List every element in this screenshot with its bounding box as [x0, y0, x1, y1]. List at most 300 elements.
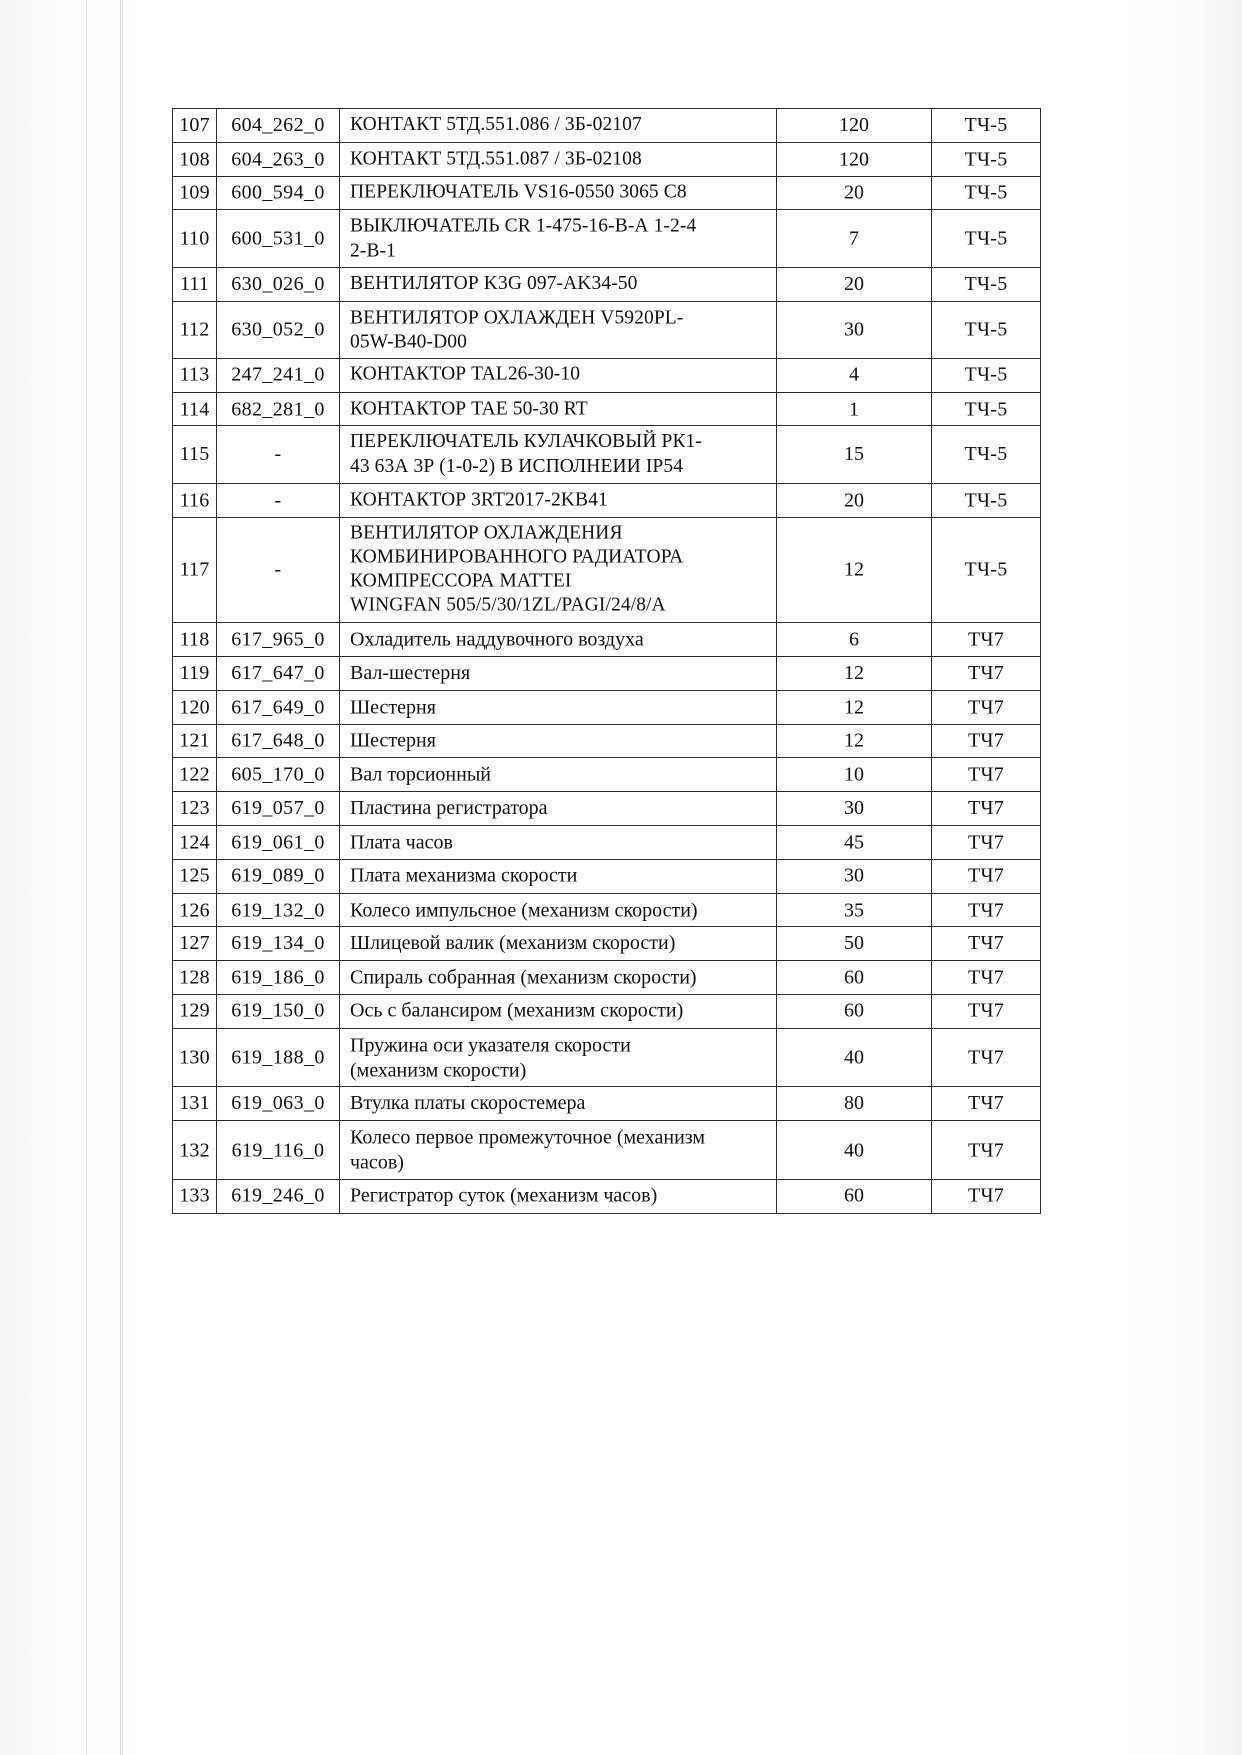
part-code-cell: [217, 301, 340, 358]
depot-cell-text: ТЧ7: [967, 864, 1005, 887]
part-name-line: 2-В-1: [350, 240, 396, 262]
part-name-line: Спираль собранная (механизм скорости): [350, 966, 697, 989]
depot-cell-text: ТЧ-5: [964, 181, 1008, 204]
part-code-cell: [217, 1028, 340, 1087]
table-row: [173, 109, 1041, 143]
depot-cell-text: ТЧ7: [967, 797, 1005, 820]
quantity-cell-text: 30: [844, 864, 864, 887]
depot-cell: [932, 301, 1041, 358]
part-code-cell: [217, 724, 340, 758]
part-name-line: Шестерня: [350, 729, 436, 752]
table-row: [173, 758, 1041, 792]
depot-cell-text: ТЧ-5: [964, 148, 1008, 171]
quantity-cell: [777, 210, 932, 267]
table-row: [173, 267, 1041, 301]
quantity-cell-text: 40: [844, 1046, 864, 1069]
quantity-cell: [777, 1179, 932, 1213]
part-name-cell: [340, 792, 777, 826]
depot-cell: [932, 758, 1041, 792]
part-code-cell: [217, 1087, 340, 1121]
part-name-line: Втулка платы скоростемера: [350, 1092, 586, 1115]
row-index-cell-text: 110: [179, 227, 210, 250]
part-name-line: часов): [350, 1151, 404, 1174]
part-code-cell: [217, 657, 340, 691]
part-name-text: [340, 485, 776, 517]
part-name-cell: [340, 995, 777, 1029]
row-index-cell: [173, 109, 217, 143]
depot-cell-text: ТЧ7: [967, 999, 1005, 1022]
row-index-cell-text: 120: [179, 696, 210, 719]
row-index-cell-text: 108: [179, 148, 210, 171]
quantity-cell: [777, 690, 932, 724]
part-name-line: Колесо импульсное (механизм скорости): [350, 899, 698, 922]
table-row: [173, 826, 1041, 860]
table-row: [173, 483, 1041, 517]
part-name-text: [340, 359, 776, 391]
depot-cell-text: ТЧ-5: [964, 558, 1008, 581]
part-name-line: КОМПРЕССОРА MATTEI: [350, 570, 572, 592]
depot-cell-text: ТЧ7: [967, 763, 1005, 786]
part-name-line: Вал-шестерня: [350, 662, 471, 685]
row-index-cell-text: 128: [179, 966, 210, 989]
quantity-cell: [777, 1087, 932, 1121]
part-code-cell: [217, 961, 340, 995]
depot-cell-text: ТЧ-5: [964, 318, 1008, 341]
part-code-cell-text: 619_061_0: [231, 831, 325, 854]
parts-table-body: [173, 109, 1041, 1214]
row-index-cell-text: 122: [179, 763, 210, 786]
depot-cell-text: ТЧ7: [967, 696, 1005, 719]
part-name-cell: [340, 927, 777, 961]
depot-cell-text: ТЧ7: [967, 1184, 1005, 1207]
row-index-cell-text: 119: [179, 662, 210, 685]
part-name-cell: [340, 657, 777, 691]
row-index-cell-text: 112: [179, 318, 210, 341]
part-name-cell: [340, 893, 777, 927]
part-name-line: WINGFAN 505/5/30/1ZL/PAGI/24/8/A: [350, 594, 666, 616]
row-index-cell-text: 118: [179, 628, 210, 651]
depot-cell-text: ТЧ7: [967, 1092, 1005, 1115]
quantity-cell-text: 1: [849, 398, 859, 421]
part-code-cell: [217, 358, 340, 392]
part-name-cell: [340, 358, 777, 392]
part-name-text: [340, 211, 776, 267]
part-code-cell: [217, 109, 340, 143]
quantity-cell-text: 60: [844, 999, 864, 1022]
part-name-line: ВЕНТИЛЯТОР ОХЛАЖДЕН V5920PL-: [350, 307, 684, 329]
part-code-cell: [217, 1121, 340, 1180]
depot-cell: [932, 517, 1041, 623]
quantity-cell-text: 15: [844, 443, 864, 466]
quantity-cell-text: 60: [844, 1184, 864, 1207]
row-index-cell: [173, 690, 217, 724]
part-code-cell: [217, 859, 340, 893]
row-index-cell: [173, 176, 217, 210]
quantity-cell: [777, 483, 932, 517]
row-index-cell: [173, 210, 217, 267]
row-index-cell: [173, 995, 217, 1029]
row-index-cell: [173, 927, 217, 961]
row-index-cell-text: 116: [179, 489, 210, 512]
quantity-cell-text: 12: [844, 696, 864, 719]
quantity-cell: [777, 623, 932, 657]
row-index-cell: [173, 961, 217, 995]
part-name-line: (механизм скорости): [350, 1059, 527, 1082]
quantity-cell: [777, 995, 932, 1029]
part-name-text: [340, 759, 776, 792]
quantity-cell-text: 4: [849, 363, 859, 386]
quantity-cell: [777, 826, 932, 860]
part-code-cell: [217, 517, 340, 623]
row-index-cell: [173, 426, 217, 483]
depot-cell: [932, 1028, 1041, 1087]
depot-cell: [932, 426, 1041, 483]
part-code-cell-text: 619_089_0: [231, 864, 325, 887]
depot-cell-text: ТЧ-5: [964, 114, 1008, 136]
part-name-cell: [340, 758, 777, 792]
row-index-cell: [173, 859, 217, 893]
row-index-cell: [173, 392, 217, 426]
depot-cell: [932, 210, 1041, 267]
quantity-cell: [777, 657, 932, 691]
row-index-cell-text: 115: [179, 443, 210, 466]
depot-cell: [932, 961, 1041, 995]
part-code-cell-text: 619_246_0: [231, 1184, 325, 1207]
part-code-cell-text: 604_262_0: [231, 114, 325, 136]
part-code-cell: [217, 267, 340, 301]
table-row: [173, 517, 1041, 623]
quantity-cell-text: 10: [844, 763, 864, 786]
row-index-cell: [173, 657, 217, 691]
part-name-text: [340, 1029, 776, 1087]
part-code-cell-text: 630_026_0: [231, 272, 325, 295]
quantity-cell: [777, 1121, 932, 1180]
depot-cell: [932, 792, 1041, 826]
depot-cell: [932, 483, 1041, 517]
part-name-cell: [340, 961, 777, 995]
depot-cell-text: ТЧ-5: [964, 227, 1008, 250]
part-name-text: [340, 302, 776, 358]
table-row: [173, 301, 1041, 358]
table-row: [173, 1179, 1041, 1213]
part-name-line: Шестерня: [350, 696, 436, 719]
scan-artifact-line: [122, 0, 123, 1755]
quantity-cell: [777, 301, 932, 358]
part-name-line: ПЕРЕКЛЮЧАТЕЛЬ КУЛАЧКОВЫЙ РК1-: [350, 431, 702, 453]
part-name-line: ВЫКЛЮЧАТЕЛЬ CR 1-475-16-В-А 1-2-4: [350, 215, 697, 237]
row-index-cell-text: 111: [179, 272, 210, 295]
part-code-cell: [217, 758, 340, 792]
quantity-cell: [777, 109, 932, 143]
part-code-cell: [217, 792, 340, 826]
depot-cell: [932, 995, 1041, 1029]
depot-cell: [932, 927, 1041, 961]
part-code-cell-text: 600_531_0: [231, 227, 325, 250]
depot-cell-text: ТЧ-5: [964, 443, 1008, 466]
quantity-cell: [777, 927, 932, 961]
part-code-cell: [217, 142, 340, 176]
part-code-cell-text: -: [274, 489, 282, 512]
depot-cell: [932, 109, 1041, 143]
part-code-cell-text: -: [274, 443, 282, 466]
depot-cell: [932, 142, 1041, 176]
table-row: [173, 1028, 1041, 1087]
row-index-cell: [173, 1087, 217, 1121]
table-row: [173, 995, 1041, 1029]
row-index-cell-text: 114: [179, 398, 210, 421]
part-name-cell: [340, 1028, 777, 1087]
depot-cell: [932, 826, 1041, 860]
depot-cell: [932, 267, 1041, 301]
quantity-cell-text: 7: [849, 227, 859, 250]
part-name-cell: [340, 724, 777, 758]
part-code-cell-text: 619_150_0: [231, 999, 325, 1022]
part-name-line: ПЕРЕКЛЮЧАТЕЛЬ VS16-0550 3065 С8: [350, 181, 687, 203]
part-name-line: Пластина регистратора: [350, 797, 548, 820]
row-index-cell-text: 130: [179, 1046, 210, 1069]
row-index-cell: [173, 893, 217, 927]
part-name-text: [340, 724, 776, 757]
table-row: [173, 426, 1041, 483]
depot-cell: [932, 893, 1041, 927]
row-index-cell-text: 127: [179, 932, 210, 955]
quantity-cell-text: 120: [839, 114, 869, 136]
part-name-line: ВЕНТИЛЯТОР K3G 097-AK34-50: [350, 273, 638, 295]
scan-artifact-line: [120, 0, 121, 1755]
row-index-cell-text: 125: [179, 864, 210, 887]
part-name-cell: [340, 392, 777, 426]
quantity-cell-text: 20: [844, 272, 864, 295]
part-name-line: Колесо первое промежуточное (механизм: [350, 1126, 706, 1149]
row-index-cell: [173, 358, 217, 392]
part-code-cell-text: -: [274, 558, 282, 581]
part-code-cell-text: 617_965_0: [231, 628, 325, 651]
parts-table-container: [172, 108, 1040, 1214]
depot-cell: [932, 623, 1041, 657]
table-row: [173, 724, 1041, 758]
depot-cell: [932, 859, 1041, 893]
part-name-line: КОНТАКТ 5ТД.551.086 / 3Б-02107: [350, 114, 642, 136]
part-name-line: КОНТАКТ 5ТД.551.087 / 3Б-02108: [350, 148, 642, 170]
depot-cell-text: ТЧ7: [967, 899, 1005, 922]
part-name-cell: [340, 1121, 777, 1180]
part-name-text: [340, 792, 776, 825]
part-code-cell-text: 617_649_0: [231, 696, 325, 719]
part-name-cell: [340, 826, 777, 860]
part-name-line: Плата часов: [350, 831, 453, 854]
part-code-cell-text: 247_241_0: [231, 363, 325, 386]
depot-cell-text: ТЧ7: [967, 729, 1005, 752]
depot-cell: [932, 724, 1041, 758]
part-code-cell-text: 619_134_0: [231, 932, 325, 955]
quantity-cell: [777, 358, 932, 392]
part-name-text: [340, 927, 776, 960]
quantity-cell-text: 12: [844, 662, 864, 685]
row-index-cell-text: 121: [179, 729, 210, 752]
part-name-line: Регистратор суток (механизм часов): [350, 1184, 658, 1207]
part-name-line: КОНТАКТОР TAL26-30-10: [350, 363, 581, 385]
quantity-cell-text: 12: [844, 558, 864, 581]
depot-cell-text: ТЧ7: [967, 932, 1005, 955]
part-code-cell: [217, 995, 340, 1029]
quantity-cell-text: 80: [844, 1092, 864, 1115]
quantity-cell-text: 40: [844, 1139, 864, 1162]
table-row: [173, 623, 1041, 657]
depot-cell: [932, 358, 1041, 392]
part-name-cell: [340, 426, 777, 483]
part-name-text: [340, 691, 776, 724]
part-code-cell-text: 617_647_0: [231, 662, 325, 685]
row-index-cell: [173, 1028, 217, 1087]
row-index-cell-text: 107: [179, 114, 210, 136]
part-code-cell: [217, 392, 340, 426]
quantity-cell-text: 45: [844, 831, 864, 854]
row-index-cell-text: 117: [179, 558, 210, 581]
depot-cell-text: ТЧ7: [967, 628, 1005, 651]
part-code-cell-text: 617_648_0: [231, 729, 325, 752]
part-name-cell: [340, 1087, 777, 1121]
part-code-cell-text: 619_132_0: [231, 899, 325, 922]
part-name-line: 05W-B40-D00: [350, 331, 468, 353]
table-row: [173, 690, 1041, 724]
row-index-cell-text: 132: [179, 1139, 210, 1162]
depot-cell: [932, 657, 1041, 691]
quantity-cell-text: 30: [844, 797, 864, 820]
part-name-line: КОНТАКТОР TAE 50-30 RT: [350, 398, 588, 420]
part-name-cell: [340, 109, 777, 143]
row-index-cell-text: 113: [179, 363, 210, 386]
part-code-cell: [217, 893, 340, 927]
part-name-cell: [340, 267, 777, 301]
quantity-cell-text: 120: [839, 148, 869, 171]
part-name-text: [340, 517, 776, 622]
part-name-line: КОМБИНИРОВАННОГО РАДИАТОРА: [350, 546, 684, 568]
part-code-cell: [217, 826, 340, 860]
quantity-cell-text: 12: [844, 729, 864, 752]
table-row: [173, 927, 1041, 961]
row-index-cell: [173, 267, 217, 301]
quantity-cell: [777, 142, 932, 176]
quantity-cell: [777, 517, 932, 623]
quantity-cell-text: 50: [844, 932, 864, 955]
parts-table: [172, 108, 1041, 1214]
part-code-cell: [217, 1179, 340, 1213]
part-name-cell: [340, 142, 777, 176]
part-name-text: [340, 268, 776, 300]
table-row: [173, 358, 1041, 392]
part-name-text: [340, 827, 776, 860]
part-name-cell: [340, 517, 777, 623]
depot-cell-text: ТЧ-5: [964, 489, 1008, 512]
quantity-cell: [777, 792, 932, 826]
part-name-line: Ось с балансиром (механизм скорости): [350, 999, 684, 1022]
part-name-text: [340, 144, 776, 176]
part-name-text: [340, 995, 776, 1028]
depot-cell: [932, 1179, 1041, 1213]
quantity-cell: [777, 176, 932, 210]
row-index-cell: [173, 826, 217, 860]
quantity-cell-text: 35: [844, 899, 864, 922]
part-code-cell: [217, 483, 340, 517]
depot-cell-text: ТЧ7: [967, 1046, 1005, 1069]
row-index-cell: [173, 1121, 217, 1180]
table-row: [173, 142, 1041, 176]
table-row: [173, 1121, 1041, 1180]
part-name-text: [340, 624, 776, 657]
row-index-cell: [173, 301, 217, 358]
part-code-cell: [217, 690, 340, 724]
part-name-cell: [340, 176, 777, 210]
row-index-cell-text: 123: [179, 797, 210, 820]
part-name-line: Охладитель наддувочного воздуха: [350, 628, 644, 651]
part-code-cell-text: 605_170_0: [231, 763, 325, 786]
depot-cell: [932, 690, 1041, 724]
row-index-cell: [173, 517, 217, 623]
quantity-cell: [777, 724, 932, 758]
quantity-cell: [777, 1028, 932, 1087]
part-code-cell: [217, 927, 340, 961]
part-name-text: [340, 109, 776, 141]
depot-cell-text: ТЧ7: [967, 1139, 1005, 1162]
part-name-text: [340, 894, 776, 927]
quantity-cell: [777, 859, 932, 893]
row-index-cell: [173, 792, 217, 826]
part-code-cell-text: 600_594_0: [231, 181, 325, 204]
part-name-line: Шлицевой валик (механизм скорости): [350, 932, 676, 955]
table-row: [173, 961, 1041, 995]
table-row: [173, 210, 1041, 267]
table-row: [173, 1087, 1041, 1121]
depot-cell-text: ТЧ-5: [964, 363, 1008, 386]
part-name-text: [340, 1179, 776, 1212]
part-code-cell-text: 619_057_0: [231, 797, 325, 820]
row-index-cell-text: 109: [179, 181, 210, 204]
part-code-cell: [217, 426, 340, 483]
part-name-line: 43 63А 3Р (1-0-2) В ИСПОЛНЕИИ IP54: [350, 455, 684, 477]
part-name-text: [340, 859, 776, 892]
depot-cell-text: ТЧ-5: [964, 272, 1008, 295]
quantity-cell: [777, 961, 932, 995]
part-name-line: КОНТАКТОР 3RT2017-2KB41: [350, 489, 608, 511]
depot-cell: [932, 392, 1041, 426]
depot-cell-text: ТЧ-5: [964, 398, 1008, 421]
part-code-cell: [217, 623, 340, 657]
depot-cell: [932, 1087, 1041, 1121]
part-code-cell-text: 682_281_0: [231, 398, 325, 421]
part-name-cell: [340, 859, 777, 893]
part-name-line: Вал торсионный: [350, 763, 491, 786]
depot-cell: [932, 1121, 1041, 1180]
quantity-cell-text: 6: [849, 628, 859, 651]
part-name-text: [340, 1087, 776, 1120]
part-name-text: [340, 1122, 776, 1180]
depot-cell-text: ТЧ7: [967, 662, 1005, 685]
table-row: [173, 392, 1041, 426]
part-code-cell-text: 619_188_0: [231, 1046, 325, 1069]
quantity-cell: [777, 758, 932, 792]
quantity-cell: [777, 392, 932, 426]
part-code-cell-text: 630_052_0: [231, 318, 325, 341]
part-name-cell: [340, 301, 777, 358]
row-index-cell-text: 133: [179, 1184, 210, 1207]
part-name-line: Плата механизма скорости: [350, 864, 578, 887]
part-name-line: ВЕНТИЛЯТОР ОХЛАЖДЕНИЯ: [350, 522, 623, 544]
quantity-cell-text: 60: [844, 966, 864, 989]
quantity-cell: [777, 267, 932, 301]
part-name-text: [340, 393, 776, 425]
row-index-cell: [173, 758, 217, 792]
depot-cell-text: ТЧ7: [967, 966, 1005, 989]
